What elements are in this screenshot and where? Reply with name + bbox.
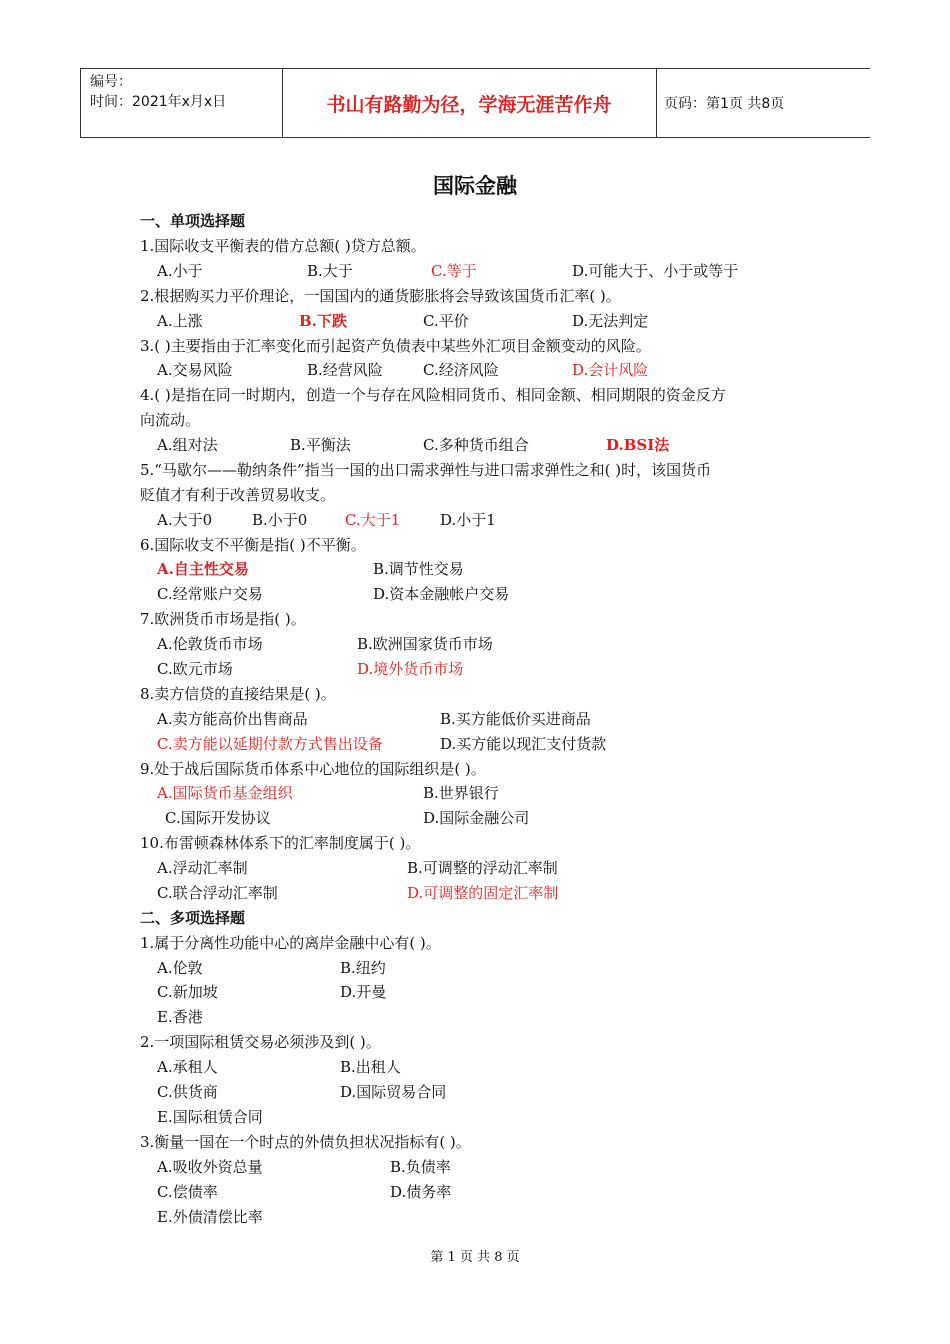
option: B.买方能低价买进商品 xyxy=(440,710,591,728)
option: D.开曼 xyxy=(340,983,387,1001)
option-answer: C.卖方能以延期付款方式售出设备 xyxy=(157,735,383,753)
option: B.经营风险 xyxy=(307,361,383,379)
option-answer: A.国际货币基金组织 xyxy=(157,784,293,802)
option: A.大于0 xyxy=(157,511,213,529)
option: A.承租人 xyxy=(157,1058,218,1076)
option: B.平衡法 xyxy=(290,436,351,454)
header-meta xyxy=(90,72,226,112)
option: C.国际开发协议 xyxy=(165,809,271,827)
option-answer: C.大于1 xyxy=(345,511,401,529)
option: A.卖方能高价出售商品 xyxy=(157,710,308,728)
question-stem: 2.一项国际租赁交易必须涉及到( )。 xyxy=(140,1033,381,1051)
document-header xyxy=(80,68,870,138)
question-stem: 1.国际收支平衡表的借方总额( )贷方总额。 xyxy=(140,237,426,255)
question-stem: 2.根据购买力平价理论，一国国内的通货膨胀将会导致该国货币汇率( )。 xyxy=(140,287,621,305)
option: D.买方能以现汇支付货款 xyxy=(440,735,607,753)
option: A.吸收外资总量 xyxy=(157,1158,263,1176)
option: A.交易风险 xyxy=(157,361,233,379)
question-stem: 5.“马歇尔——勒纳条件”指当一国的出口需求弹性与进口需求弹性之和( )时，该国货币 xyxy=(140,461,712,479)
header-page-info: 页码：第1页 共8页 xyxy=(664,96,785,112)
page-title: 国际金融 xyxy=(433,174,517,198)
question-stem: 3.衡量一国在一个时点的外债负担状况指标有( )。 xyxy=(140,1133,471,1151)
question-stem: 1.属于分离性功能中心的离岸金融中心有( )。 xyxy=(140,934,441,952)
option: C.联合浮动汇率制 xyxy=(157,884,278,902)
option: D.无法判定 xyxy=(572,312,649,330)
option: C.经常账户交易 xyxy=(157,585,263,603)
option: B.可调整的浮动汇率制 xyxy=(407,859,558,877)
question-stem: 4.( )是指在同一时期内，创造一个与存在风险相同货币、相同金额、相同期限的资金反方 xyxy=(140,386,726,404)
option: A.上涨 xyxy=(157,312,203,330)
option: C.多种货币组合 xyxy=(423,436,529,454)
question-stem: 3.( )主要指由于汇率变化而引起资产负债表中某些外汇项目金额变动的风险。 xyxy=(140,337,651,355)
option: B.欧洲国家货币市场 xyxy=(357,635,493,653)
option: B.大于 xyxy=(307,262,353,280)
option: B.调节性交易 xyxy=(373,560,464,578)
header-divider xyxy=(80,69,81,137)
header-divider xyxy=(656,69,657,137)
option: B.纽约 xyxy=(340,959,386,977)
section-heading: 二、多项选择题 xyxy=(140,909,246,927)
question-stem-continued: 贬值才有利于改善贸易收支。 xyxy=(140,486,336,504)
option-answer: D.境外货币市场 xyxy=(357,660,464,678)
option: D.债务率 xyxy=(390,1183,452,1201)
option: C.新加坡 xyxy=(157,983,218,1001)
option: A.伦敦 xyxy=(157,959,203,977)
option: E.外债清偿比率 xyxy=(157,1208,263,1226)
header-time-label: 时间：2021年x月x日 xyxy=(90,94,227,110)
option: D.国际金融公司 xyxy=(423,809,530,827)
option: B.出租人 xyxy=(340,1058,401,1076)
option: C.经济风险 xyxy=(423,361,499,379)
option: C.平价 xyxy=(423,312,469,330)
option: B.世界银行 xyxy=(423,784,499,802)
question-stem: 8.卖方信贷的直接结果是( )。 xyxy=(140,685,336,703)
option-answer: B.下跌 xyxy=(299,312,347,330)
option: C.供货商 xyxy=(157,1083,218,1101)
header-number-label: 编号： xyxy=(90,74,132,90)
option: D.小于1 xyxy=(440,511,496,529)
page-footer: 第 1 页 共 8 页 xyxy=(430,1250,520,1265)
question-stem-continued: 向流动。 xyxy=(140,411,201,429)
option-answer: D.会计风险 xyxy=(572,361,649,379)
option-answer: C.等于 xyxy=(431,262,477,280)
question-stem: 9.处于战后国际货币体系中心地位的国际组织是( )。 xyxy=(140,760,486,778)
option-answer: A.自主性交易 xyxy=(157,560,249,578)
option: A.浮动汇率制 xyxy=(157,859,248,877)
option: A.组对法 xyxy=(157,436,218,454)
option: D.资本金融帐户交易 xyxy=(373,585,510,603)
option: B.负债率 xyxy=(390,1158,451,1176)
option: A.小于 xyxy=(157,262,203,280)
question-stem: 6.国际收支不平衡是指( )不平衡。 xyxy=(140,536,366,554)
option: C.偿债率 xyxy=(157,1183,218,1201)
header-motto: 书山有路勤为径，学海无涯苦作舟 xyxy=(326,93,612,116)
question-stem: 10.布雷顿森林体系下的汇率制度属于( )。 xyxy=(140,834,421,852)
option: A.伦敦货币市场 xyxy=(157,635,263,653)
option: E.国际租赁合同 xyxy=(157,1108,263,1126)
section-heading: 一、单项选择题 xyxy=(140,212,246,230)
option: D.可能大于、小于或等于 xyxy=(572,262,739,280)
option-answer: D.BSI法 xyxy=(606,436,670,454)
option-answer: D.可调整的固定汇率制 xyxy=(407,884,559,902)
question-stem: 7.欧洲货币市场是指( )。 xyxy=(140,610,306,628)
option: B.小于0 xyxy=(252,511,308,529)
option: E.香港 xyxy=(157,1008,203,1026)
option: C.欧元市场 xyxy=(157,660,233,678)
option: D.国际贸易合同 xyxy=(340,1083,447,1101)
